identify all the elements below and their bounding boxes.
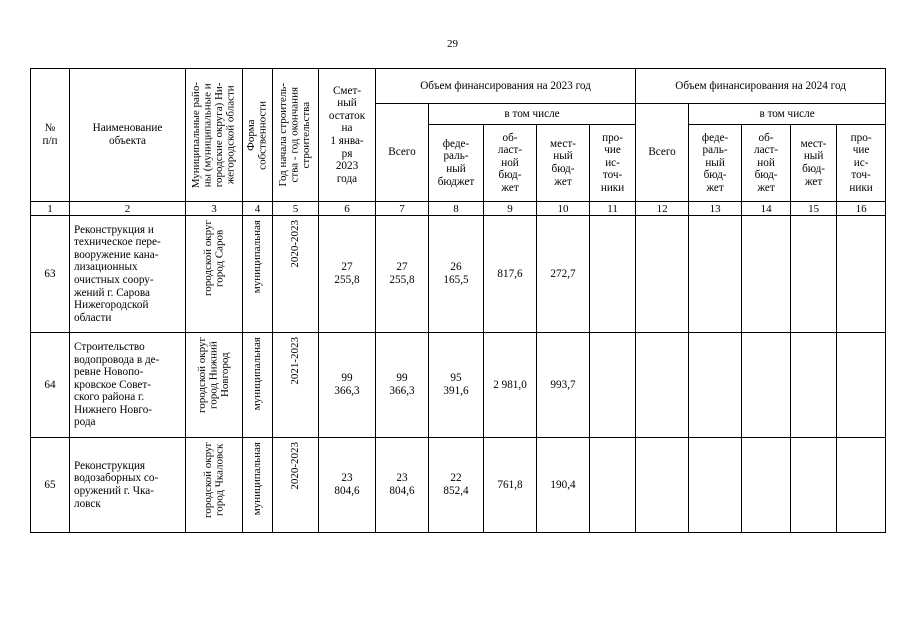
header-row-1 — [31, 69, 886, 104]
column-number: 5 — [273, 202, 319, 216]
header-incl-2024: в том числе — [689, 104, 886, 125]
header-municipal — [186, 69, 243, 202]
column-number: 7 — [376, 202, 429, 216]
local-2024-value — [791, 438, 837, 533]
local-2023-value: 272,7 — [537, 216, 590, 333]
column-number: 16 — [837, 202, 886, 216]
municipal-text: городской округ город Чкаловск — [201, 442, 225, 519]
years-cell — [273, 438, 319, 533]
regional-2024-value — [742, 216, 791, 333]
header-local-2024: мест- ный бюд- жет — [791, 125, 837, 202]
regional-2023-value: 817,6 — [484, 216, 537, 333]
total-2024-value — [636, 438, 689, 533]
header-regional-2024: об- ласт- ной бюд- жет — [742, 125, 791, 202]
column-number: 10 — [537, 202, 590, 216]
table-row — [31, 333, 886, 438]
total-2023-value: 27 255,8 — [376, 216, 429, 333]
local-2024-value — [791, 333, 837, 438]
header-no: № п/п — [31, 69, 70, 202]
column-number: 15 — [791, 202, 837, 216]
federal-2024-value — [689, 216, 742, 333]
column-number: 12 — [636, 202, 689, 216]
estimate-value: 99 366,3 — [319, 333, 376, 438]
municipal-text: городской округ город Нижний Новгород — [195, 337, 231, 414]
header-other-2024: про- чие ис- точ- ники — [837, 125, 886, 202]
regional-2023-value: 2 981,0 — [484, 333, 537, 438]
federal-2024-value — [689, 333, 742, 438]
header-name: Наименование объекта — [70, 69, 186, 202]
header-fin-2023: Объем финансирования на 2023 год — [376, 69, 636, 104]
header-total-2024: Всего — [636, 104, 689, 202]
other-2024-value — [837, 438, 886, 533]
total-2023-value: 23 804,6 — [376, 438, 429, 533]
ownership-cell — [243, 216, 273, 333]
header-ownership-text: Форма собственности — [245, 100, 269, 170]
total-2024-value — [636, 216, 689, 333]
total-2023-value: 99 366,3 — [376, 333, 429, 438]
local-2023-value: 190,4 — [537, 438, 590, 533]
object-name: Строительство водопровода в де- ревне Новопо- кровское Совет- ского района г. Нижнего Новго- рода — [70, 333, 186, 438]
federal-2023-value: 26 165,5 — [429, 216, 484, 333]
column-number: 13 — [689, 202, 742, 216]
object-name: Реконструкция и техническое пере- вооружение кана- лизационных очистных соору- жений г. Сарова Нижегородской области — [70, 216, 186, 333]
column-number-row — [31, 202, 886, 216]
header-fin-2024: Объем финансирования на 2024 год — [636, 69, 886, 104]
municipal-text: городской округ город Саров — [201, 220, 225, 297]
header-federal-2023: феде- раль- ный бюджет — [429, 125, 484, 202]
row-number: 64 — [31, 333, 70, 438]
financing-table — [30, 68, 886, 533]
header-incl-2023: в том числе — [429, 104, 636, 125]
municipal-cell — [186, 216, 243, 333]
header-federal-2024: феде- раль- ный бюд- жет — [689, 125, 742, 202]
header-ownership — [243, 69, 273, 202]
estimate-value: 27 255,8 — [319, 216, 376, 333]
other-2023-value — [590, 438, 636, 533]
local-2023-value: 993,7 — [537, 333, 590, 438]
ownership-cell — [243, 438, 273, 533]
other-2024-value — [837, 216, 886, 333]
column-number: 2 — [70, 202, 186, 216]
column-number: 8 — [429, 202, 484, 216]
federal-2023-value: 95 391,6 — [429, 333, 484, 438]
header-municipal-text: Муниципальные райо- ны (муниципальные и городские округа) Ни- жегородской области — [190, 81, 237, 189]
municipal-cell — [186, 333, 243, 438]
local-2024-value — [791, 216, 837, 333]
header-local-2023: мест- ный бюд- жет — [537, 125, 590, 202]
years-cell — [273, 333, 319, 438]
column-number: 1 — [31, 202, 70, 216]
years-text: 2021-2023 — [288, 337, 301, 385]
table-row — [31, 438, 886, 533]
estimate-value: 23 804,6 — [319, 438, 376, 533]
regional-2024-value — [742, 333, 791, 438]
header-years-text: Год начала строитель- ства - год окончания строительства — [277, 83, 313, 187]
header-other-2023: про- чие ис- точ- ники — [590, 125, 636, 202]
column-number: 6 — [319, 202, 376, 216]
regional-2023-value: 761,8 — [484, 438, 537, 533]
object-name: Реконструкция водозаборных со- оружений г. Чка- ловск — [70, 438, 186, 533]
table-row — [31, 216, 886, 333]
federal-2024-value — [689, 438, 742, 533]
header-regional-2023: об- ласт- ной бюд- жет — [484, 125, 537, 202]
other-2024-value — [837, 333, 886, 438]
page-number: 29 — [447, 38, 458, 50]
other-2023-value — [590, 333, 636, 438]
other-2023-value — [590, 216, 636, 333]
regional-2024-value — [742, 438, 791, 533]
column-number: 4 — [243, 202, 273, 216]
row-number: 63 — [31, 216, 70, 333]
row-number: 65 — [31, 438, 70, 533]
column-number: 3 — [186, 202, 243, 216]
years-text: 2020-2023 — [288, 220, 301, 268]
ownership-cell — [243, 333, 273, 438]
federal-2023-value: 22 852,4 — [429, 438, 484, 533]
header-total-2023: Всего — [376, 104, 429, 202]
column-number: 14 — [742, 202, 791, 216]
ownership-text: муниципальная — [250, 337, 263, 411]
total-2024-value — [636, 333, 689, 438]
years-text: 2020-2023 — [288, 442, 301, 490]
header-estimate: Смет- ный остаток на 1 янва- ря 2023 года — [319, 69, 376, 202]
header-years — [273, 69, 319, 202]
ownership-text: муниципальная — [250, 442, 263, 516]
years-cell — [273, 216, 319, 333]
municipal-cell — [186, 438, 243, 533]
column-number: 9 — [484, 202, 537, 216]
ownership-text: муниципальная — [250, 220, 263, 294]
column-number: 11 — [590, 202, 636, 216]
